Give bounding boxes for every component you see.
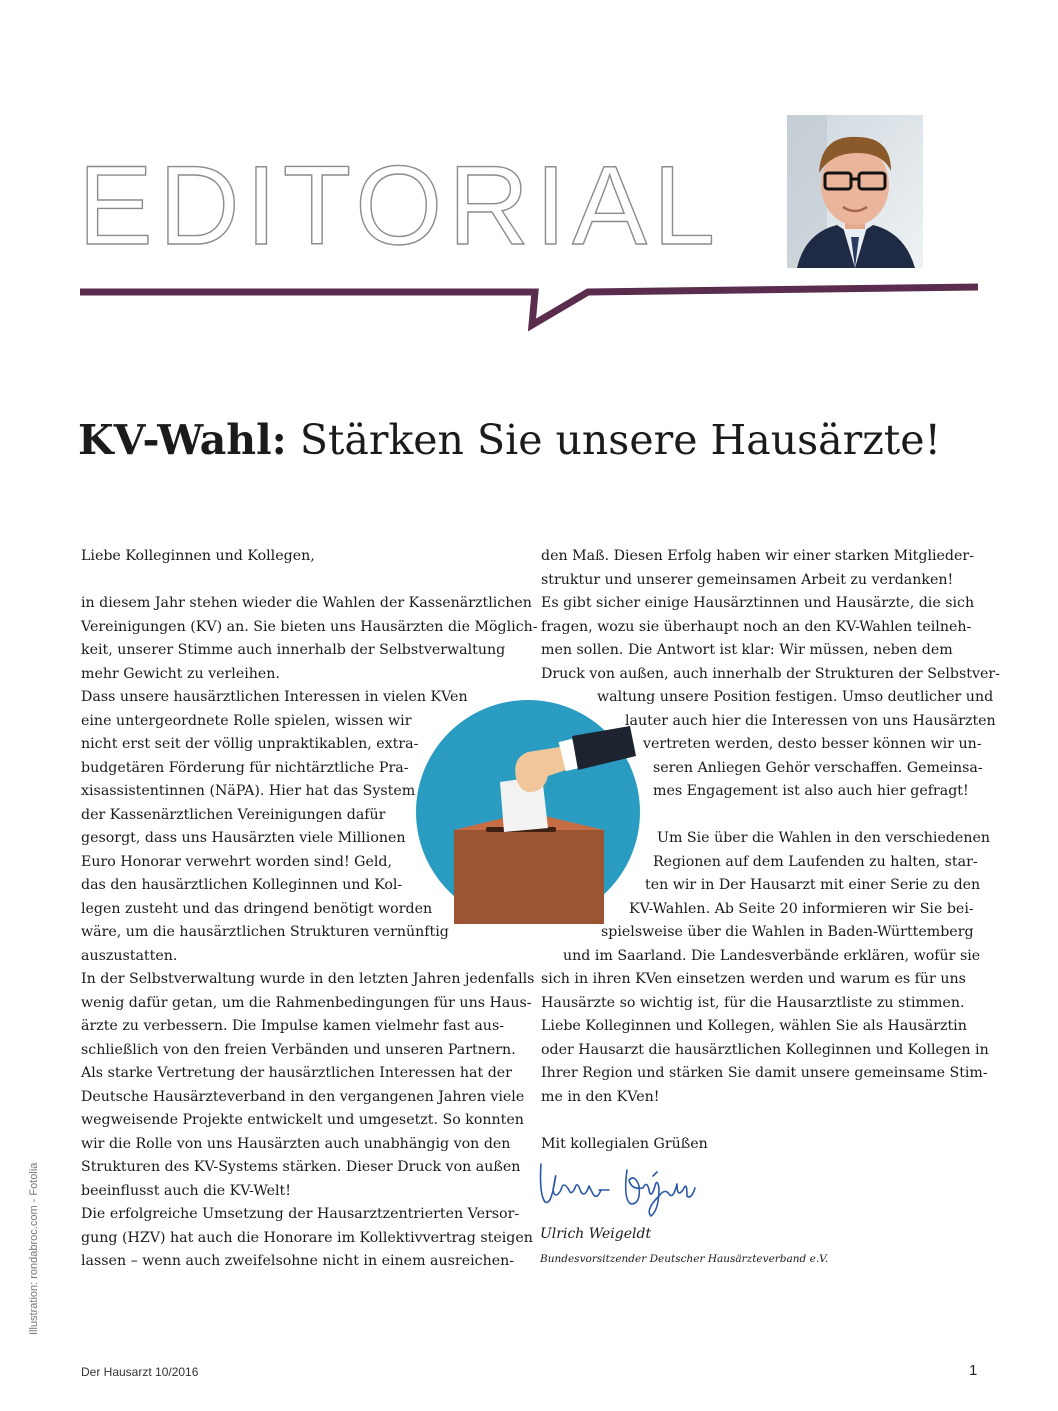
text-line: sich in ihren KVen einsetzen werden und warum es für uns xyxy=(541,971,966,987)
text-line: vertreten werden, desto besser können wir un- xyxy=(643,736,982,752)
text-line: Liebe Kolleginnen und Kollegen, xyxy=(81,548,315,564)
text-line: Liebe Kolleginnen und Kollegen, wählen Sie als Hausärztin xyxy=(541,1018,967,1034)
text-line xyxy=(541,1109,981,1133)
text-line: Mit kollegialen Grüßen xyxy=(541,1135,708,1152)
text-line: wir die Rolle von uns Hausärzten auch unabhängig von den xyxy=(81,1135,511,1152)
text-line: mehr Gewicht zu verleihen. xyxy=(81,665,280,682)
ballot-box-illustration xyxy=(416,700,640,924)
text-line: beeinflusst auch die KV-Welt! xyxy=(81,1182,291,1199)
text-line: Um Sie über die Wahlen in den verschiedenen xyxy=(657,830,990,846)
text-line: und im Saarland. Die Landesverbände erklären, wofür sie xyxy=(563,947,981,964)
text-line: wäre, um die hausärztlichen Strukturen vernünftig xyxy=(81,924,449,940)
text-line: nicht erst seit der völlig unpraktikablen, extra- xyxy=(81,736,419,752)
handwritten-signature xyxy=(535,1150,705,1220)
text-line: gesorgt, dass uns Hausärzten viele Millionen xyxy=(81,830,406,846)
text-line: spielsweise über die Wahlen in Baden-Württemberg xyxy=(601,924,974,940)
text-line: KV-Wahlen. Ab Seite 20 informieren wir Sie bei- xyxy=(629,900,974,917)
text-line: mes Engagement ist also auch hier gefragt! xyxy=(653,783,969,799)
text-line xyxy=(81,569,511,593)
text-line: budgetären Förderung für nichtärztliche Pra- xyxy=(81,759,409,776)
text-line: Vereinigungen (KV) an. Sie bieten uns Hausärzten die Möglich- xyxy=(81,618,538,635)
headline xyxy=(78,418,941,463)
section-title: EDITORIAL xyxy=(78,143,722,268)
illustration-credit: Illustration: rondabroc.com - Fotolia xyxy=(28,1162,40,1335)
signer-role: Bundesvorsitzender Deutscher Hausärzteverband e.V. xyxy=(540,1253,829,1265)
headline-rest: Stärken Sie unsere Hausärzte! xyxy=(286,416,942,464)
text-line: In der Selbstverwaltung wurde in den letzten Jahren jedenfalls xyxy=(81,971,535,987)
text-line: Hausärzte so wichtig ist, für die Hausarztliste zu stimmen. xyxy=(541,994,965,1011)
text-line: Druck von außen, auch innerhalb der Strukturen der Selbstver- xyxy=(541,665,1000,682)
text-line: Es gibt sicher einige Hausärztinnen und Hausärzte, die sich xyxy=(541,595,975,611)
text-line: legen zusteht und das dringend benötigt worden xyxy=(81,900,433,917)
text-line: Regionen auf dem Laufenden zu halten, star- xyxy=(653,853,978,870)
text-line: lauter auch hier die Interessen von uns Hausärzten xyxy=(625,712,996,729)
text-line: ten wir in Der Hausarzt mit einer Serie zu den xyxy=(645,877,981,893)
text-line: Als starke Vertretung der hausärztlichen Interessen hat der xyxy=(81,1065,512,1081)
signer-name: Ulrich Weigeldt xyxy=(540,1226,652,1242)
text-line: Strukturen des KV-Systems stärken. Dieser Druck von außen xyxy=(81,1159,521,1175)
text-line: Euro Honorar verwehrt worden sind! Geld, xyxy=(81,853,393,870)
text-line: wegweisende Projekte entwickelt und umgesetzt. So konnten xyxy=(81,1112,524,1128)
text-line: seren Anliegen Gehör verschaffen. Gemeinsa- xyxy=(653,759,983,776)
text-line: der Kassenärztlichen Vereinigungen dafür xyxy=(81,806,386,823)
headline-bold: KV-Wahl: xyxy=(78,416,287,464)
text-line: wenig dafür getan, um die Rahmenbedingungen für uns Haus- xyxy=(81,994,532,1011)
text-line: den Maß. Diesen Erfolg haben wir einer starken Mitglieder- xyxy=(541,548,974,564)
text-line: keit, unserer Stimme auch innerhalb der Selbstverwaltung xyxy=(81,642,506,658)
text-line: struktur und unserer gemeinsamen Arbeit zu verdanken! xyxy=(541,571,954,588)
text-line: xisassistentinnen (NäPA). Hier hat das System xyxy=(81,783,416,799)
text-line: gung (HZV) hat auch die Honorare im Kollektivvertrag steigen xyxy=(81,1229,533,1246)
text-line: ärzte zu verbessern. Die Impulse kamen vielmehr fast aus- xyxy=(81,1018,505,1034)
text-line: in diesem Jahr stehen wieder die Wahlen der Kassenärztlichen xyxy=(81,595,532,611)
text-line: schließlich von den freien Verbänden und unseren Partnern. xyxy=(81,1041,516,1058)
text-line: Deutsche Hausärzteverband in den vergangenen Jahren viele xyxy=(81,1088,525,1105)
text-line: auszustatten. xyxy=(81,947,178,964)
text-line: men sollen. Die Antwort ist klar: Wir müssen, neben dem xyxy=(541,642,953,658)
text-line: fragen, wozu sie überhaupt noch an den KV-Wahlen teilneh- xyxy=(541,618,972,635)
author-photo xyxy=(787,115,923,268)
text-line: oder Hausarzt die hausärztlichen Kolleginnen und Kollegen in xyxy=(541,1041,989,1058)
text-line: Dass unsere hausärztlichen Interessen in vielen KVen xyxy=(81,689,468,705)
publication-footer: Der Hausarzt 10/2016 xyxy=(81,1365,199,1379)
text-line: waltung unsere Position festigen. Umso deutlicher und xyxy=(597,689,994,705)
text-line: das den hausärztlichen Kolleginnen und Kol- xyxy=(81,877,403,893)
text-line: Ihrer Region und stärken Sie damit unsere gemeinsame Stim- xyxy=(541,1065,988,1081)
text-line: Die erfolgreiche Umsetzung der Hausarztzentrierten Versor- xyxy=(81,1206,520,1222)
text-line: eine untergeordnete Rolle spielen, wissen wir xyxy=(81,712,412,729)
text-line: lassen – wenn auch zweifelsohne nicht in einem ausreichen- xyxy=(81,1253,515,1269)
page-number: 1 xyxy=(969,1362,978,1379)
text-line: me in den KVen! xyxy=(541,1088,660,1105)
